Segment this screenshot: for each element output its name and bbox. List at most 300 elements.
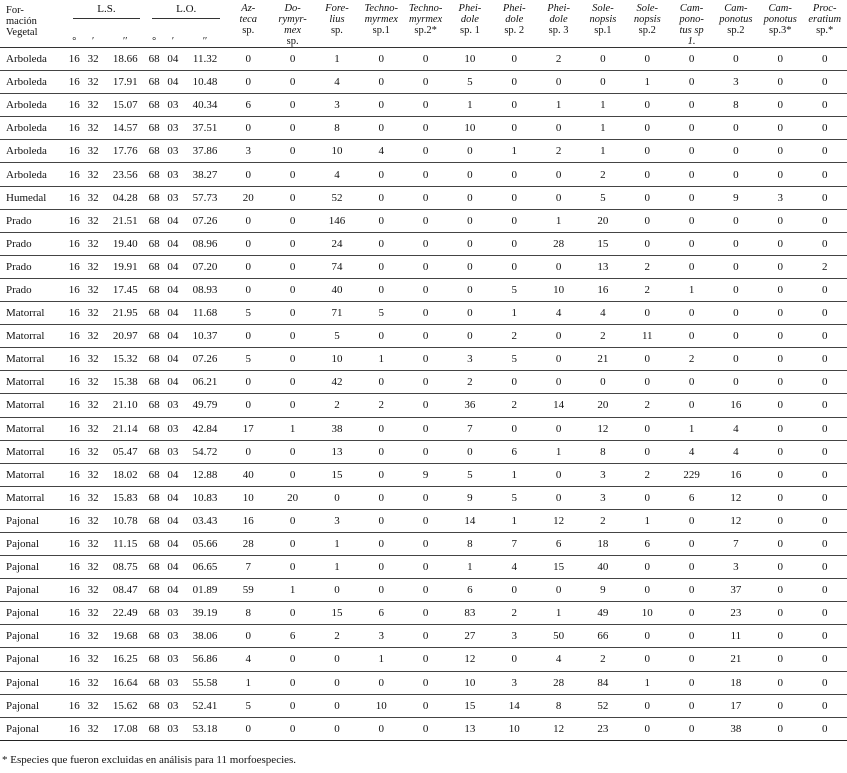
table-cell: 0: [536, 348, 580, 371]
table-cell: 0: [359, 94, 403, 117]
table-cell: 68: [146, 302, 162, 325]
table-cell: 03: [162, 602, 184, 625]
table-cell: 11.32: [184, 48, 226, 71]
table-cell: 0: [536, 486, 580, 509]
table-cell: 7: [492, 532, 536, 555]
table-cell: 1: [669, 278, 713, 301]
table-cell: 0: [669, 209, 713, 232]
table-cell: 16: [67, 486, 83, 509]
table-cell: 84: [581, 671, 625, 694]
table-cell: 17: [226, 417, 270, 440]
header-species-line: sp.: [286, 36, 299, 47]
table-cell: 8: [536, 694, 580, 717]
table-cell: 0: [669, 579, 713, 602]
table-body: [0, 48, 847, 741]
table-cell: 0: [581, 71, 625, 94]
table-cell: 10: [625, 602, 669, 625]
table-cell: 229: [669, 463, 713, 486]
table-cell: 0: [758, 717, 802, 740]
table-cell: 18.66: [104, 48, 146, 71]
table-cell: 16.25: [104, 648, 146, 671]
table-cell: 0: [758, 371, 802, 394]
table-cell: 68: [146, 440, 162, 463]
table-cell: 0: [226, 71, 270, 94]
table-cell: 2: [581, 163, 625, 186]
table-cell: 0: [625, 648, 669, 671]
table-cell: 32: [82, 579, 104, 602]
table-cell: 0: [359, 163, 403, 186]
table-cell: 14: [536, 394, 580, 417]
table-cell: 03: [162, 694, 184, 717]
table-row: [0, 255, 847, 278]
table-cell: 0: [403, 532, 447, 555]
table-cell: 0: [492, 232, 536, 255]
header-species-line: nopsis: [589, 14, 617, 25]
table-cell: 8: [448, 532, 492, 555]
table-cell: 0: [403, 94, 447, 117]
table-cell: 68: [146, 625, 162, 648]
table-cell: 16: [714, 463, 758, 486]
table-cell: 0: [226, 394, 270, 417]
table-cell: 03.43: [184, 509, 226, 532]
table-cell: 32: [82, 140, 104, 163]
table-cell: 0: [625, 209, 669, 232]
header-species-line: sp. 1: [460, 25, 480, 36]
table-cell: 71: [315, 302, 359, 325]
table-cell: 0: [669, 71, 713, 94]
table-row: [0, 371, 847, 394]
table-cell: 6: [625, 532, 669, 555]
table-cell: 14: [492, 694, 536, 717]
table-cell: 06.65: [184, 556, 226, 579]
table-cell: 11: [714, 625, 758, 648]
table-cell: 0: [625, 94, 669, 117]
table-cell: 8: [714, 94, 758, 117]
table-cell: 0: [625, 140, 669, 163]
table-cell: 04: [162, 209, 184, 232]
table-cell: 1: [492, 509, 536, 532]
table-cell: 16: [67, 94, 83, 117]
table-cell: 0: [669, 48, 713, 71]
table-cell: 146: [315, 209, 359, 232]
table-cell: 16: [67, 602, 83, 625]
table-cell: 0: [625, 302, 669, 325]
table-cell: 4: [714, 440, 758, 463]
table-cell: 68: [146, 694, 162, 717]
header-species-line: sp.2: [638, 25, 656, 36]
unit-min: ′: [82, 32, 104, 47]
table-cell: 38: [714, 717, 758, 740]
table-cell: 16: [67, 325, 83, 348]
table-cell: 1: [315, 48, 359, 71]
table-cell: 0: [669, 648, 713, 671]
table-cell: 36: [448, 394, 492, 417]
table-cell: 0: [758, 255, 802, 278]
table-row: [0, 394, 847, 417]
table-cell: 16: [67, 394, 83, 417]
table-cell: 12: [714, 486, 758, 509]
table-row: [0, 94, 847, 117]
table-row: [0, 140, 847, 163]
table-cell: 32: [82, 278, 104, 301]
table-cell: 0: [669, 94, 713, 117]
table-cell: 0: [802, 209, 847, 232]
table-cell: 0: [270, 278, 314, 301]
table-cell: 0: [315, 717, 359, 740]
table-cell: 0: [802, 509, 847, 532]
header-species: [492, 0, 536, 48]
table-cell: 0: [226, 325, 270, 348]
table-cell: 0: [448, 255, 492, 278]
table-cell: 42: [315, 371, 359, 394]
table-cell: 03: [162, 671, 184, 694]
table-cell: 0: [403, 625, 447, 648]
table-cell: 0: [802, 278, 847, 301]
table-cell: 16: [67, 255, 83, 278]
table-cell: 0: [669, 717, 713, 740]
table-cell: 0: [403, 232, 447, 255]
table-cell: 0: [758, 556, 802, 579]
table-cell: 16: [67, 509, 83, 532]
table-row: [0, 579, 847, 602]
table-cell: 0: [403, 671, 447, 694]
table-cell: 32: [82, 209, 104, 232]
table-cell: 4: [536, 302, 580, 325]
header-species: [536, 0, 580, 48]
table-cell: 16: [67, 71, 83, 94]
table-row: [0, 117, 847, 140]
header-species-line: tus sp: [679, 25, 704, 36]
table-cell: 0: [403, 255, 447, 278]
table-row: [0, 325, 847, 348]
table-cell: 0: [359, 232, 403, 255]
table-cell: 0: [448, 232, 492, 255]
table-cell: 1: [536, 440, 580, 463]
table-cell: 16: [67, 278, 83, 301]
table-cell: 11.15: [104, 532, 146, 555]
header-species-line: sp.*: [816, 25, 834, 36]
table-cell: 6: [492, 440, 536, 463]
table-cell: 32: [82, 556, 104, 579]
table-cell: 32: [82, 163, 104, 186]
table-cell: 9: [714, 186, 758, 209]
table-cell: 0: [492, 48, 536, 71]
table-row: [0, 648, 847, 671]
table-cell: 0: [448, 140, 492, 163]
table-cell: 10: [359, 694, 403, 717]
table-cell: 0: [714, 371, 758, 394]
table-cell: 32: [82, 255, 104, 278]
table-cell: 5: [315, 325, 359, 348]
table-cell: 68: [146, 117, 162, 140]
table-cell: 1: [270, 579, 314, 602]
table-cell: 32: [82, 348, 104, 371]
unit-sec: ′′: [184, 32, 226, 47]
table-cell: 18: [581, 532, 625, 555]
table-cell: 0: [270, 94, 314, 117]
table-cell: 0: [403, 325, 447, 348]
header-species: [802, 0, 847, 48]
table-cell: 68: [146, 556, 162, 579]
table-cell: 0: [403, 694, 447, 717]
table-row: [0, 186, 847, 209]
table-cell: 16: [67, 209, 83, 232]
table-cell: 21: [581, 348, 625, 371]
table-cell: 5: [448, 463, 492, 486]
cell-formacion: Arboleda: [0, 140, 67, 163]
table-cell: 0: [359, 325, 403, 348]
table-cell: 5: [492, 348, 536, 371]
cell-formacion: Arboleda: [0, 94, 67, 117]
table-cell: 0: [270, 440, 314, 463]
table-cell: 21.95: [104, 302, 146, 325]
unit-deg: °: [146, 32, 162, 47]
table-cell: 2: [625, 463, 669, 486]
table-cell: 15: [315, 463, 359, 486]
table-cell: 0: [758, 394, 802, 417]
table-cell: 4: [669, 440, 713, 463]
header-species-line: Sole-: [592, 3, 614, 14]
table-cell: 5: [226, 348, 270, 371]
table-cell: 0: [448, 163, 492, 186]
table-cell: 2: [492, 602, 536, 625]
table-cell: 04: [162, 255, 184, 278]
table-cell: 0: [758, 117, 802, 140]
header-lo-label: L.O.: [152, 4, 220, 19]
table-cell: 0: [536, 325, 580, 348]
table-cell: 0: [714, 232, 758, 255]
table-cell: 53.18: [184, 717, 226, 740]
header-species-line: lius: [329, 14, 345, 25]
table-cell: 37: [714, 579, 758, 602]
table-cell: 68: [146, 463, 162, 486]
table-cell: 2: [625, 278, 669, 301]
table-cell: 16: [67, 48, 83, 71]
table-cell: 8: [581, 440, 625, 463]
table-cell: 2: [359, 394, 403, 417]
table-cell: 1: [625, 671, 669, 694]
table-cell: 0: [403, 48, 447, 71]
table-cell: 16: [67, 625, 83, 648]
header-species-line: dole: [549, 14, 568, 25]
table-cell: 0: [359, 532, 403, 555]
table-cell: 0: [226, 48, 270, 71]
header-species-line: teca: [239, 14, 258, 25]
table-cell: 32: [82, 371, 104, 394]
table-cell: 0: [625, 117, 669, 140]
cell-formacion: Pajonal: [0, 602, 67, 625]
table-cell: 68: [146, 232, 162, 255]
table-cell: 0: [403, 163, 447, 186]
table-row: [0, 671, 847, 694]
header-species-line: Proc-: [812, 3, 837, 14]
table-cell: 1: [581, 117, 625, 140]
table-cell: 68: [146, 71, 162, 94]
table-cell: 10.83: [184, 486, 226, 509]
table-cell: 0: [270, 694, 314, 717]
table-cell: 0: [270, 602, 314, 625]
table-cell: 0: [758, 163, 802, 186]
table-cell: 32: [82, 671, 104, 694]
table-cell: 2: [669, 348, 713, 371]
table-cell: 0: [315, 579, 359, 602]
table-cell: 21.10: [104, 394, 146, 417]
table-cell: 0: [536, 255, 580, 278]
header-species-line: Sole-: [636, 3, 659, 14]
table-cell: 0: [359, 440, 403, 463]
table-cell: 7: [226, 556, 270, 579]
table-cell: 0: [802, 394, 847, 417]
table-cell: 0: [536, 579, 580, 602]
table-cell: 03: [162, 140, 184, 163]
table-cell: 0: [669, 371, 713, 394]
table-cell: 04: [162, 579, 184, 602]
table-cell: 0: [359, 671, 403, 694]
table-cell: 0: [359, 71, 403, 94]
table-cell: 0: [270, 232, 314, 255]
table-cell: 2: [315, 394, 359, 417]
header-species: [669, 0, 713, 48]
table-cell: 0: [270, 325, 314, 348]
table-cell: 0: [270, 717, 314, 740]
cell-formacion: Humedal: [0, 186, 67, 209]
table-cell: 16: [67, 579, 83, 602]
table-cell: 0: [492, 117, 536, 140]
table-cell: 1: [270, 417, 314, 440]
header-species: [315, 0, 359, 48]
table-cell: 16.64: [104, 671, 146, 694]
cell-formacion: Arboleda: [0, 71, 67, 94]
table-cell: 0: [315, 648, 359, 671]
table-cell: 32: [82, 440, 104, 463]
table-row: [0, 48, 847, 71]
table-cell: 04: [162, 509, 184, 532]
table-cell: 32: [82, 625, 104, 648]
cell-formacion: Pajonal: [0, 717, 67, 740]
table-cell: 3: [359, 625, 403, 648]
table-cell: 0: [270, 163, 314, 186]
table-cell: 0: [270, 371, 314, 394]
header-species-line: eratium: [808, 14, 842, 25]
table-cell: 0: [403, 648, 447, 671]
table-cell: 49: [581, 602, 625, 625]
table-cell: 9: [581, 579, 625, 602]
table-cell: 16: [67, 302, 83, 325]
table-cell: 0: [492, 417, 536, 440]
header-ls-label: L.S.: [73, 4, 141, 19]
table-cell: 0: [669, 255, 713, 278]
table-cell: 12: [536, 717, 580, 740]
table-cell: 4: [226, 648, 270, 671]
table-cell: 0: [492, 186, 536, 209]
table-cell: 5: [226, 302, 270, 325]
table-cell: 0: [802, 302, 847, 325]
table-cell: 03: [162, 163, 184, 186]
table-cell: 0: [315, 694, 359, 717]
cell-formacion: Pajonal: [0, 509, 67, 532]
table-cell: 5: [448, 71, 492, 94]
table-cell: 0: [403, 556, 447, 579]
table-cell: 24: [315, 232, 359, 255]
table-cell: 15: [536, 556, 580, 579]
table-cell: 8: [315, 117, 359, 140]
table-cell: 1: [315, 532, 359, 555]
table-cell: 66: [581, 625, 625, 648]
table-cell: 68: [146, 278, 162, 301]
table-cell: 0: [403, 440, 447, 463]
table-cell: 0: [403, 602, 447, 625]
table-row: [0, 509, 847, 532]
table-row: [0, 556, 847, 579]
table-cell: 13: [315, 440, 359, 463]
table-cell: 03: [162, 648, 184, 671]
table-cell: 0: [448, 186, 492, 209]
header-species-line: Fore-: [325, 3, 349, 14]
table-cell: 68: [146, 140, 162, 163]
table-cell: 0: [758, 302, 802, 325]
table-cell: 1: [536, 94, 580, 117]
header-species-line: Techno-: [364, 3, 398, 14]
table-cell: 0: [802, 371, 847, 394]
table-cell: 68: [146, 163, 162, 186]
table-cell: 01.89: [184, 579, 226, 602]
table-cell: 83: [448, 602, 492, 625]
table-cell: 16: [67, 163, 83, 186]
table-cell: 68: [146, 255, 162, 278]
header-lo: [146, 0, 226, 32]
table-cell: 16: [67, 140, 83, 163]
table-cell: 03: [162, 394, 184, 417]
header-formacion-line: Vegetal: [6, 27, 38, 38]
table-cell: 52: [581, 694, 625, 717]
header-species-line: mex: [284, 25, 302, 36]
table-cell: 04: [162, 325, 184, 348]
table-cell: 15: [315, 602, 359, 625]
table-cell: 0: [270, 648, 314, 671]
table-cell: 32: [82, 232, 104, 255]
table-cell: 22.49: [104, 602, 146, 625]
table-cell: 1: [536, 209, 580, 232]
table-cell: 0: [403, 186, 447, 209]
header-species-line: Cam-: [768, 3, 792, 14]
table-cell: 21.14: [104, 417, 146, 440]
table-cell: 0: [714, 209, 758, 232]
cell-formacion: Pajonal: [0, 648, 67, 671]
table-row: [0, 463, 847, 486]
table-cell: 0: [802, 186, 847, 209]
table-cell: 0: [359, 278, 403, 301]
table-cell: 38: [315, 417, 359, 440]
table-cell: 0: [226, 209, 270, 232]
table-cell: 10: [536, 278, 580, 301]
table-cell: 0: [802, 579, 847, 602]
table-cell: 0: [226, 232, 270, 255]
table-cell: 0: [226, 440, 270, 463]
table-cell: 0: [403, 278, 447, 301]
table-cell: 52: [315, 186, 359, 209]
table-cell: 0: [625, 556, 669, 579]
table-cell: 0: [669, 694, 713, 717]
table-cell: 0: [625, 625, 669, 648]
table-cell: 0: [802, 602, 847, 625]
table-cell: 17.76: [104, 140, 146, 163]
header-species-line: nopsis: [633, 14, 661, 25]
table-cell: 0: [802, 232, 847, 255]
table-cell: 18: [714, 671, 758, 694]
table-cell: 9: [403, 463, 447, 486]
table-row: [0, 209, 847, 232]
cell-formacion: Matorral: [0, 302, 67, 325]
